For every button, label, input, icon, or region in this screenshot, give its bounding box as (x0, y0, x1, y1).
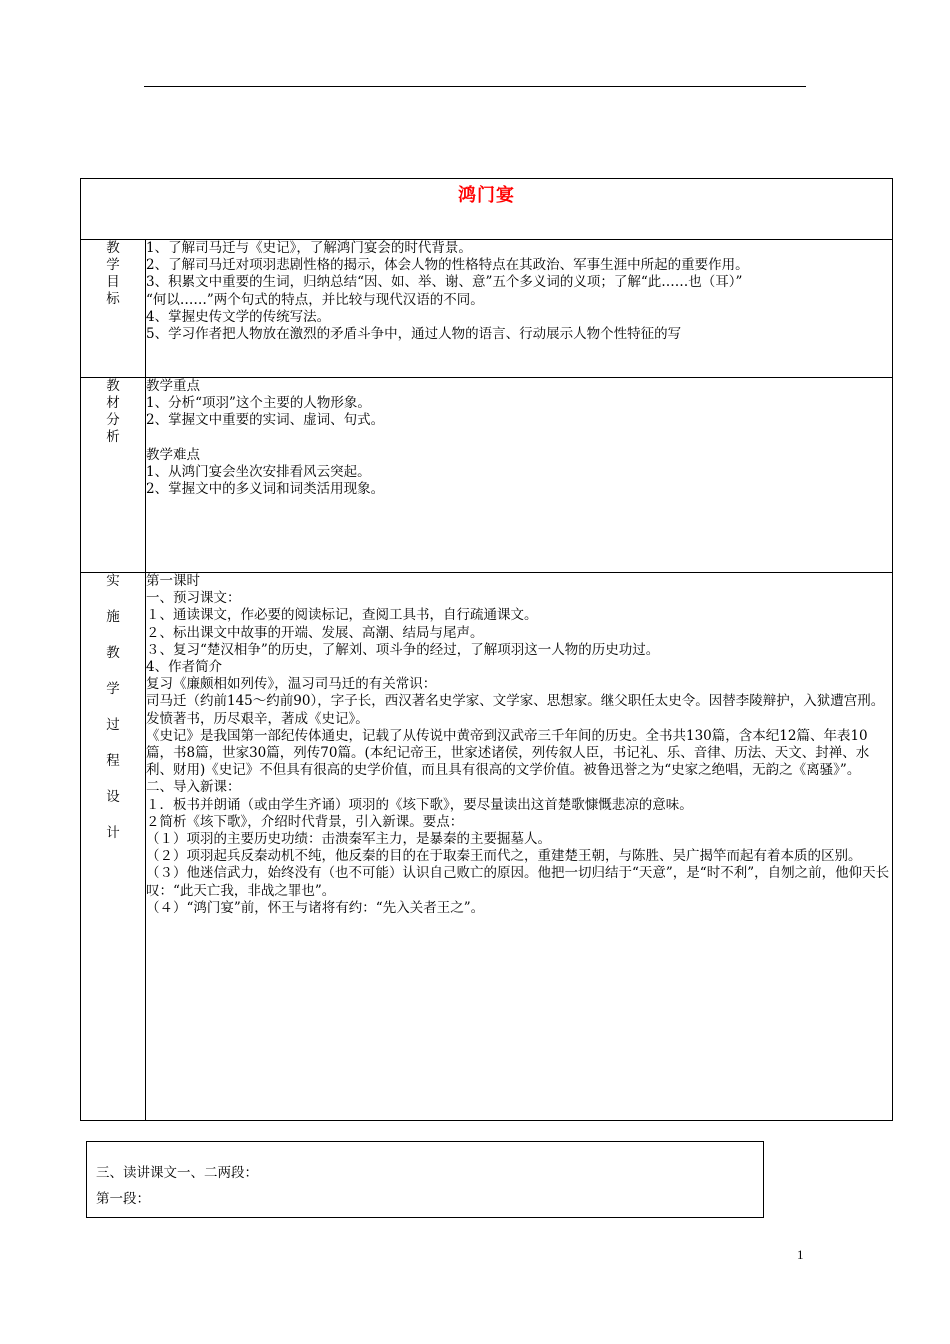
process-line: １．板书并朗诵（或由学生齐诵）项羽的《垓下歌》，要尽量读出这首楚歌慷慨悲凉的意味。 (146, 796, 693, 813)
process-line: ２简析《垓下歌》，介绍时代背景，引入新课。要点： (146, 813, 464, 830)
process-line: （１）项羽的主要历史功绩：击溃秦军主力，是暴秦的主要掘墓人。 (146, 831, 551, 848)
process-line: ２、标出课文中故事的开端、发展、高潮、结局与尾声。 (146, 624, 484, 641)
process-line: ３、复习“楚汉相争”的历史，了解刘、项斗争的经过，了解项羽这一人物的历史功过。 (146, 641, 660, 658)
process-paragraph: 司马迁（约前145～约前90），字子长，西汉著名史学家、文学家、思想家。继父职任太史令。因替李陵辩护，入狱遭宫刑。发愤著书，历尽艰辛，著成《史记》。 (146, 693, 885, 727)
continuation-line: 三、读讲课文一、二两段： (96, 1165, 258, 1181)
difficult-points-heading: 教学难点 (146, 446, 200, 463)
process-content (146, 573, 893, 1121)
process-line: 复习《廉颇相如列传》，温习司马迁的有关常识： (146, 676, 437, 693)
objectives-label: 教 学 目 标 (81, 240, 146, 378)
objective-line: 1、了解司马迁与《史记》，了解鸿门宴会的时代背景。 (146, 240, 472, 256)
objective-line: 4、掌握史传文学的传统写法。 (146, 308, 331, 325)
process-line: 一、预习课文： (146, 590, 241, 607)
continuation-box (86, 1141, 764, 1218)
objectives-content (146, 240, 893, 378)
difficult-point: 2、掌握文中的多义词和词类活用现象。 (146, 481, 385, 498)
process-line: １、通读课文，作必要的阅读标记，查阅工具书，自行疏通课文。 (146, 607, 538, 624)
title-cell (81, 179, 893, 240)
process-label: 实 施 教 学 过 程 设 计 (81, 573, 146, 1121)
continuation-line: 第一段： (96, 1191, 150, 1207)
key-point: 2、掌握文中重要的实词、虚词、句式。 (146, 412, 385, 429)
process-paragraph: 《史记》是我国第一部纪传体通史，记载了从传说中黄帝到汉武帝三千年间的历史。全书共130篇，含本纪12篇、年表10篇，书8篇，世家30篇，列传70篇。(本纪记帝王，世家述诸侯，列传叙人臣，书记礼、乐、音律、历法、天文、封禅、水利、财用)《史记》不但具有很高的史学价值，而且具有很高的文学价值。被鲁迅誉之为“史家之绝唱，无韵之《离骚》”。 (146, 727, 870, 779)
process-line: 二、导入新课： (146, 779, 241, 796)
key-points-heading: 教学重点 (146, 378, 200, 394)
page-number: 1 (797, 1247, 804, 1262)
process-line: 第一课时 (146, 573, 200, 589)
process-paragraph: （３）他迷信武力，始终没有（也不可能）认识自己败亡的原因。他把一切归结于“天意”，是“时不利”，自刎之前，他仰天长叹：“此天亡我，非战之罪也”。 (146, 865, 890, 899)
key-point: 1、分析“项羽”这个主要的人物形象。 (146, 395, 371, 412)
analysis-content (146, 378, 893, 573)
process-line: （４）“鸿门宴”前，怀王与诸将有约：“先入关者王之”。 (146, 899, 485, 916)
process-line: 4、作者简介 (146, 659, 223, 676)
difficult-point: 1、从鸿门宴会坐次安排看风云突起。 (146, 463, 371, 480)
page-title: 鸿门宴 (458, 185, 515, 206)
header-rule (144, 86, 806, 87)
process-paragraph: （２）项羽起兵反秦动机不纯，他反秦的目的在于取秦王而代之，重建楚王朝，与陈胜、吴广揭竿而起有着本质的区别。 (146, 848, 862, 865)
objective-line: 2、了解司马迁对项羽悲剧性格的揭示，体会人物的性格特点在其政治、军事生涯中所起的重要作用。 (146, 257, 749, 274)
objective-line: 3、积累文中重要的生词，归纳总结“因、如、举、谢、意”五个多义词的义项；了解“此……也（耳）” (146, 274, 743, 291)
analysis-label: 教 材 分 析 (81, 378, 146, 573)
objective-line: “何以……”两个句式的特点，并比较与现代汉语的不同。 (146, 291, 484, 308)
lesson-plan-table (80, 178, 893, 1121)
objective-line: 5、学习作者把人物放在激烈的矛盾斗争中，通过人物的语言、行动展示人物个性特征的写 (146, 326, 682, 343)
